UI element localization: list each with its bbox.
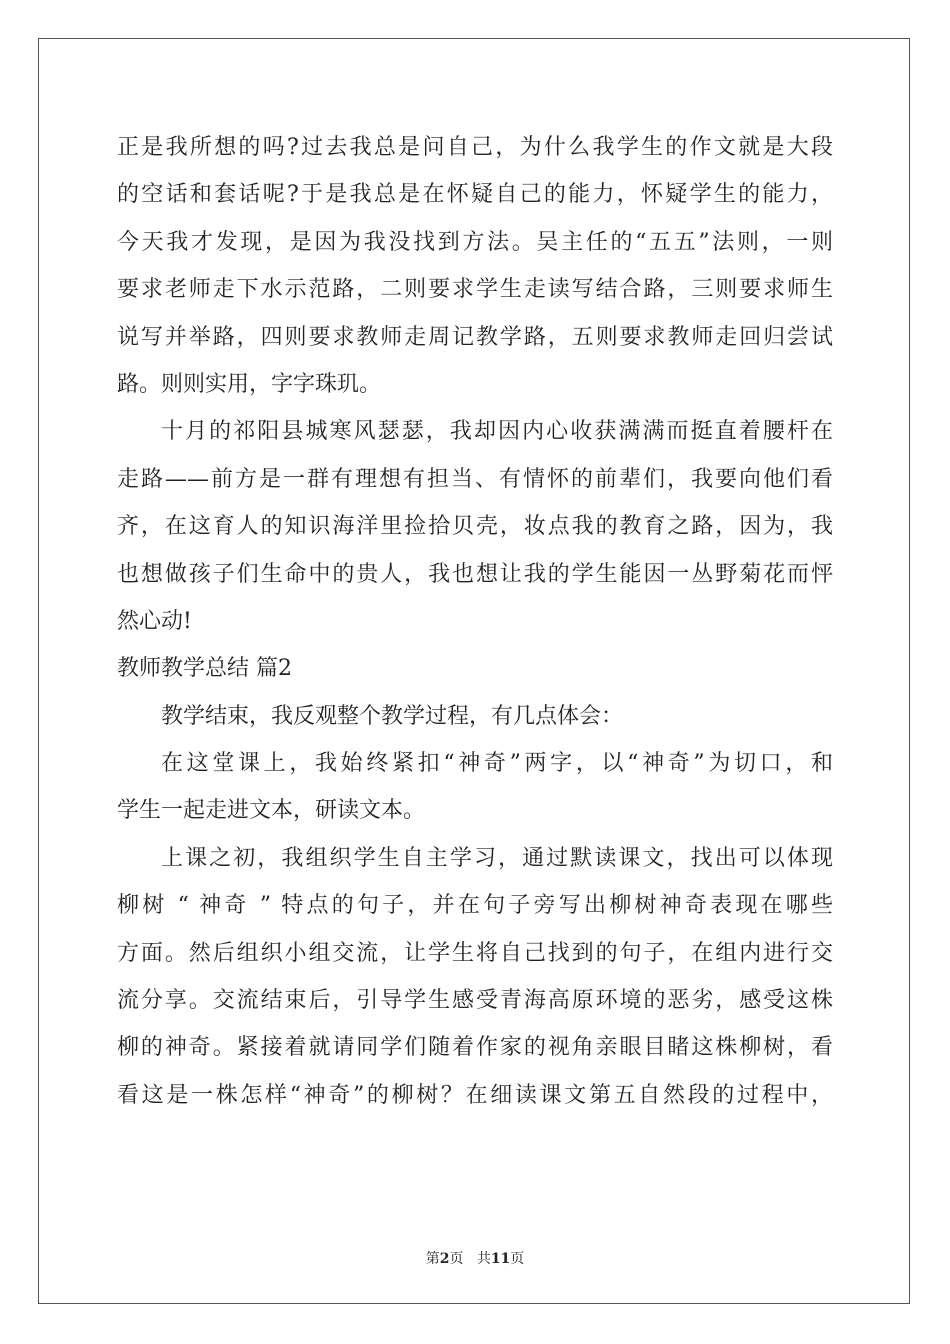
- total-suffix: 页: [510, 1251, 525, 1267]
- text-line: 说写并举路，四则要求教师走周记教学路，五则要求教师走回归尝试: [117, 324, 833, 350]
- text-line: 要求老师走下水示范路，二则要求学生走读写结合路，三则要求师生: [117, 277, 833, 303]
- page-label-suffix: 页: [449, 1251, 464, 1267]
- page-footer: [0, 1248, 950, 1268]
- text-line: 看这是一株怎样“神奇”的柳树？在细读课文第五自然段的过程中，: [117, 1082, 833, 1108]
- total-prefix: 共: [476, 1251, 491, 1267]
- total-pages: 11: [490, 1251, 511, 1267]
- section-heading: 教师教学总结 篇2: [117, 656, 292, 682]
- text-line: 方面。然后组织小组交流，让学生将自己找到的句子，在组内进行交: [117, 940, 833, 966]
- text-line: 然心动!: [117, 608, 192, 634]
- paragraph-start: 教学结束，我反观整个教学过程，有几点体会：: [161, 703, 624, 729]
- text-line: 的空话和套话呢?于是我总是在怀疑自己的能力，怀疑学生的能力，: [117, 182, 833, 208]
- text-line: 也想做孩子们生命中的贵人，我也想让我的学生能因一丛野菊花而怦: [117, 561, 833, 587]
- text-line: 路。则则实用，字字珠玑。: [117, 371, 382, 397]
- text-line: 柳树 “ 神奇 ” 特点的句子，并在句子旁写出柳树神奇表现在哪些: [117, 893, 833, 919]
- page-label-prefix: 第: [425, 1251, 440, 1267]
- text-line: 今天我才发现，是因为我没找到方法。吴主任的“五五”法则，一则: [117, 229, 833, 255]
- text-line: 正是我所想的吗?过去我总是问自己，为什么我学生的作文就是大段: [117, 135, 833, 160]
- paragraph-start: 十月的祁阳县城寒风瑟瑟，我却因内心收获满满而挺直着腰杆在: [161, 419, 833, 445]
- paragraph-start: 在这堂课上，我始终紧扣“神奇”两字，以“神奇”为切口，和: [161, 751, 833, 777]
- paragraph-start: 上课之初，我组织学生自主学习，通过默读课文，找出可以体现: [161, 845, 833, 871]
- document-body: [117, 124, 833, 1119]
- text-line: 学生一起走进文本，研读文本。: [117, 798, 426, 824]
- text-line: 柳的神奇。紧接着就请同学们随着作家的视角亲眼目睹这株柳树，看: [117, 1035, 833, 1061]
- text-line: 走路——前方是一群有理想有担当、有情怀的前辈们，我要向他们看: [117, 466, 833, 492]
- text-line: 齐，在这育人的知识海洋里捡拾贝壳，妆点我的教育之路，因为，我: [117, 514, 833, 540]
- text-line: 流分享。交流结束后，引导学生感受青海高原环境的恶劣，感受这株: [117, 988, 833, 1014]
- page-number: 2: [439, 1251, 450, 1267]
